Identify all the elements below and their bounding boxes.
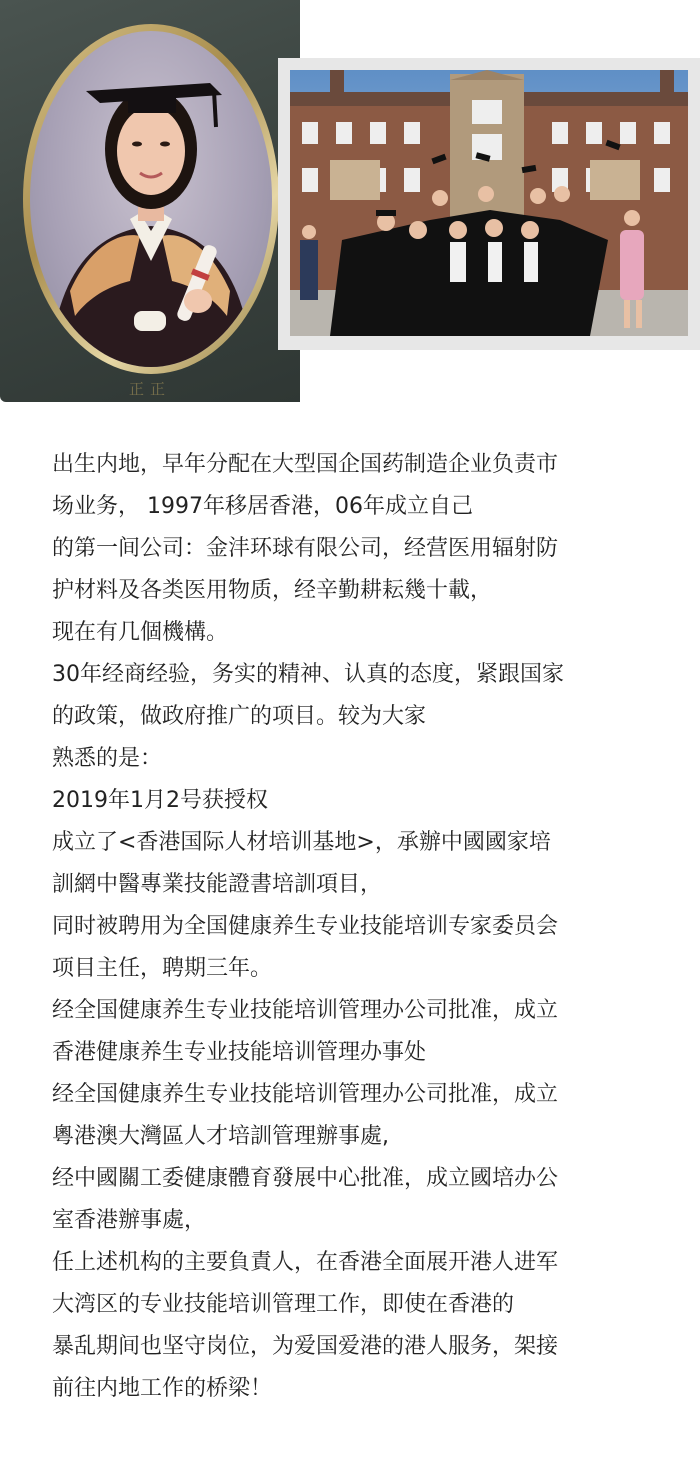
article-line: 经中國關工委健康體育發展中心批准，成立國培办公 — [52, 1166, 559, 1191]
group-graduation-photo — [290, 70, 688, 336]
article-line: 2019年1月2号获授权 — [52, 788, 268, 813]
article-body — [52, 444, 662, 1410]
article-line: 30年经商经验，务实的精神、认真的态度，紧跟国家 — [52, 662, 564, 687]
frame-caption: 正正 — [128, 380, 171, 398]
article-line: 项目主任，聘期三年。 — [52, 956, 273, 981]
article-line: 护材料及各类医用物质，经辛勤耕耘幾十載， — [52, 578, 493, 603]
article-line: 成立了<香港国际人材培训基地>，承辦中國國家培 — [52, 830, 551, 855]
gold-oval-frame — [23, 24, 279, 374]
article-line: 的第一间公司：金沣环球有限公司，经营医用辐射防 — [52, 536, 559, 561]
article-line: 訓網中醫專業技能證書培訓項目， — [52, 872, 383, 897]
article-line: 熟悉的是： — [52, 746, 163, 771]
article-line: 粵港澳大灣區人才培訓管理辦事處, — [52, 1124, 389, 1149]
article-line: 经全国健康养生专业技能培训管理办公司批准，成立 — [52, 1082, 559, 1107]
graduation-portrait-photo — [0, 0, 300, 402]
article-line: 前往内地工作的桥梁！ — [52, 1376, 273, 1401]
article-line: 现在有几個機構。 — [52, 620, 229, 645]
article-line: 任上述机构的主要負責人，在香港全面展开港人进军 — [52, 1250, 559, 1275]
article-line: 经全国健康养生专业技能培训管理办公司批准，成立 — [52, 998, 559, 1023]
article-line: 暴乱期间也坚守岗位，为爱国爱港的港人服务，架接 — [52, 1334, 559, 1359]
portrait-image — [30, 31, 272, 367]
article-line: 出生内地，早年分配在大型国企国药制造企业负责市 — [52, 452, 559, 477]
article-line: 的政策，做政府推广的项目。较为大家 — [52, 704, 427, 729]
group-photo-frame — [278, 58, 700, 350]
article-line: 同时被聘用为全国健康养生专业技能培训专家委员会 — [52, 914, 559, 939]
article-line: 香港健康养生专业技能培训管理办事处 — [52, 1040, 427, 1065]
article-line: 大湾区的专业技能培训管理工作，即使在香港的 — [52, 1292, 515, 1317]
article-line: 场业务， 1997年移居香港，06年成立自己 — [52, 494, 473, 519]
article-line: 室香港辦事處， — [52, 1208, 207, 1233]
